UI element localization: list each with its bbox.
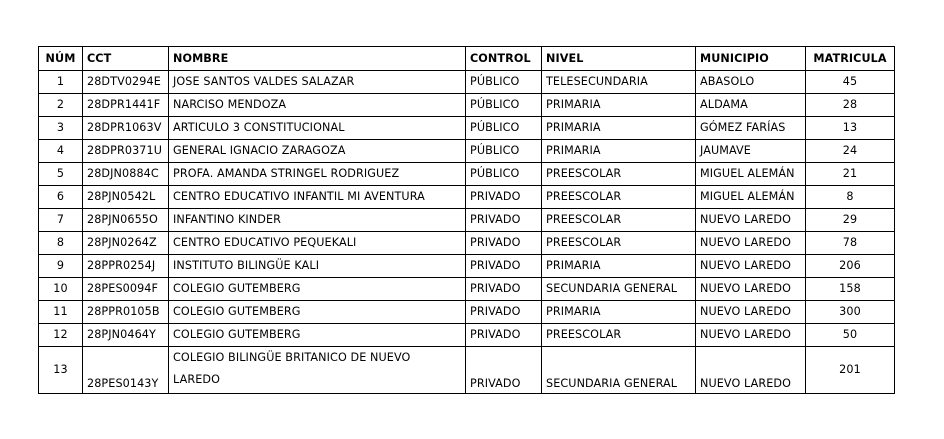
cell-num: 13	[39, 347, 83, 394]
cell-nivel: PREESCOLAR	[542, 163, 696, 186]
cell-matricula: 206	[806, 255, 895, 278]
cell-num: 3	[39, 117, 83, 140]
cell-num: 8	[39, 232, 83, 255]
cell-municipio: ABASOLO	[696, 71, 806, 94]
table-row	[39, 347, 895, 394]
table-row	[39, 94, 895, 117]
cell-municipio: NUEVO LAREDO	[696, 209, 806, 232]
header-nivel: NIVEL	[542, 47, 696, 71]
cell-municipio: NUEVO LAREDO	[696, 347, 806, 394]
cell-nombre: COLEGIO GUTEMBERG	[169, 278, 466, 301]
cell-municipio: NUEVO LAREDO	[696, 301, 806, 324]
cell-matricula: 24	[806, 140, 895, 163]
cell-nivel: PRIMARIA	[542, 140, 696, 163]
cell-cct: 28PPR0105B	[83, 301, 169, 324]
cell-nivel: PREESCOLAR	[542, 186, 696, 209]
table-row	[39, 163, 895, 186]
table-body	[39, 71, 895, 394]
cell-control: PRIVADO	[466, 232, 542, 255]
header-cct: CCT	[83, 47, 169, 71]
cell-matricula: 50	[806, 324, 895, 347]
cell-num: 4	[39, 140, 83, 163]
cell-control: PÚBLICO	[466, 71, 542, 94]
cell-municipio: NUEVO LAREDO	[696, 232, 806, 255]
cell-nivel: TELESECUNDARIA	[542, 71, 696, 94]
cell-nombre-line1: COLEGIO BILINGÜE BRITANICO DE NUEVO	[173, 351, 411, 364]
cell-matricula: 300	[806, 301, 895, 324]
cell-nombre: COLEGIO GUTEMBERG	[169, 301, 466, 324]
cell-num: 1	[39, 71, 83, 94]
cell-control: PÚBLICO	[466, 140, 542, 163]
cell-nombre: CENTRO EDUCATIVO INFANTIL MI AVENTURA	[169, 186, 466, 209]
header-matricula: MATRICULA	[806, 47, 895, 71]
cell-num: 9	[39, 255, 83, 278]
table-row	[39, 255, 895, 278]
cell-matricula: 78	[806, 232, 895, 255]
cell-municipio: NUEVO LAREDO	[696, 324, 806, 347]
cell-matricula: 158	[806, 278, 895, 301]
cell-nivel: SECUNDARIA GENERAL	[542, 347, 696, 394]
cell-nivel: PRIMARIA	[542, 255, 696, 278]
table-row	[39, 209, 895, 232]
cell-control: PRIVADO	[466, 347, 542, 394]
table-row	[39, 71, 895, 94]
cell-matricula: 28	[806, 94, 895, 117]
cell-municipio: NUEVO LAREDO	[696, 278, 806, 301]
cell-nombre: NARCISO MENDOZA	[169, 94, 466, 117]
cell-municipio: MIGUEL ALEMÁN	[696, 163, 806, 186]
cell-nivel: PREESCOLAR	[542, 209, 696, 232]
table-row	[39, 278, 895, 301]
cell-nivel: PREESCOLAR	[542, 324, 696, 347]
cell-matricula: 13	[806, 117, 895, 140]
cell-num: 10	[39, 278, 83, 301]
cell-matricula: 29	[806, 209, 895, 232]
cell-municipio: ALDAMA	[696, 94, 806, 117]
schools-table	[38, 46, 895, 394]
cell-nombre: COLEGIO GUTEMBERG	[169, 324, 466, 347]
cell-nombre: GENERAL IGNACIO ZARAGOZA	[169, 140, 466, 163]
cell-cct: 28PJN0542L	[83, 186, 169, 209]
cell-nivel: PRIMARIA	[542, 117, 696, 140]
cell-cct: 28PES0143Y	[83, 347, 169, 394]
cell-nombre-line2: LAREDO	[173, 373, 221, 386]
cell-nombre: PROFA. AMANDA STRINGEL RODRIGUEZ	[169, 163, 466, 186]
cell-cct: 28PJN0264Z	[83, 232, 169, 255]
cell-municipio: GÓMEZ FARÍAS	[696, 117, 806, 140]
cell-num: 6	[39, 186, 83, 209]
cell-nombre: INSTITUTO BILINGÜE KALI	[169, 255, 466, 278]
cell-nombre: INFANTINO KINDER	[169, 209, 466, 232]
cell-nombre: JOSE SANTOS VALDES SALAZAR	[169, 71, 466, 94]
cell-control: PÚBLICO	[466, 94, 542, 117]
cell-matricula: 201	[806, 347, 895, 394]
cell-cct: 28DPR1063V	[83, 117, 169, 140]
table-row	[39, 324, 895, 347]
cell-control: PRIVADO	[466, 278, 542, 301]
table-row	[39, 117, 895, 140]
cell-municipio: MIGUEL ALEMÁN	[696, 186, 806, 209]
header-municipio: MUNICIPIO	[696, 47, 806, 71]
table-row	[39, 186, 895, 209]
cell-nivel: PREESCOLAR	[542, 232, 696, 255]
cell-control: PRIVADO	[466, 255, 542, 278]
cell-nivel: PRIMARIA	[542, 301, 696, 324]
cell-nombre	[169, 347, 466, 394]
header-control: CONTROL	[466, 47, 542, 71]
cell-control: PRIVADO	[466, 301, 542, 324]
cell-cct: 28DPR0371U	[83, 140, 169, 163]
cell-cct: 28DTV0294E	[83, 71, 169, 94]
cell-cct: 28PJN0655O	[83, 209, 169, 232]
cell-nivel: SECUNDARIA GENERAL	[542, 278, 696, 301]
header-nombre: NOMBRE	[169, 47, 466, 71]
cell-matricula: 8	[806, 186, 895, 209]
cell-control: PÚBLICO	[466, 163, 542, 186]
cell-matricula: 21	[806, 163, 895, 186]
cell-nivel: PRIMARIA	[542, 94, 696, 117]
cell-num: 11	[39, 301, 83, 324]
cell-matricula: 45	[806, 71, 895, 94]
cell-num: 2	[39, 94, 83, 117]
cell-municipio: JAUMAVE	[696, 140, 806, 163]
table-row	[39, 301, 895, 324]
cell-control: PRIVADO	[466, 324, 542, 347]
cell-municipio: NUEVO LAREDO	[696, 255, 806, 278]
cell-control: PÚBLICO	[466, 117, 542, 140]
header-num: NÚM	[39, 47, 83, 71]
table-row	[39, 140, 895, 163]
cell-num: 7	[39, 209, 83, 232]
cell-control: PRIVADO	[466, 209, 542, 232]
cell-num: 12	[39, 324, 83, 347]
cell-cct: 28DPR1441F	[83, 94, 169, 117]
cell-cct: 28PES0094F	[83, 278, 169, 301]
cell-nombre: ARTICULO 3 CONSTITUCIONAL	[169, 117, 466, 140]
cell-nombre: CENTRO EDUCATIVO PEQUEKALI	[169, 232, 466, 255]
cell-cct: 28PPR0254J	[83, 255, 169, 278]
cell-control: PRIVADO	[466, 186, 542, 209]
cell-cct: 28DJN0884C	[83, 163, 169, 186]
table-header-row	[39, 47, 895, 71]
table-row	[39, 232, 895, 255]
cell-cct: 28PJN0464Y	[83, 324, 169, 347]
cell-num: 5	[39, 163, 83, 186]
